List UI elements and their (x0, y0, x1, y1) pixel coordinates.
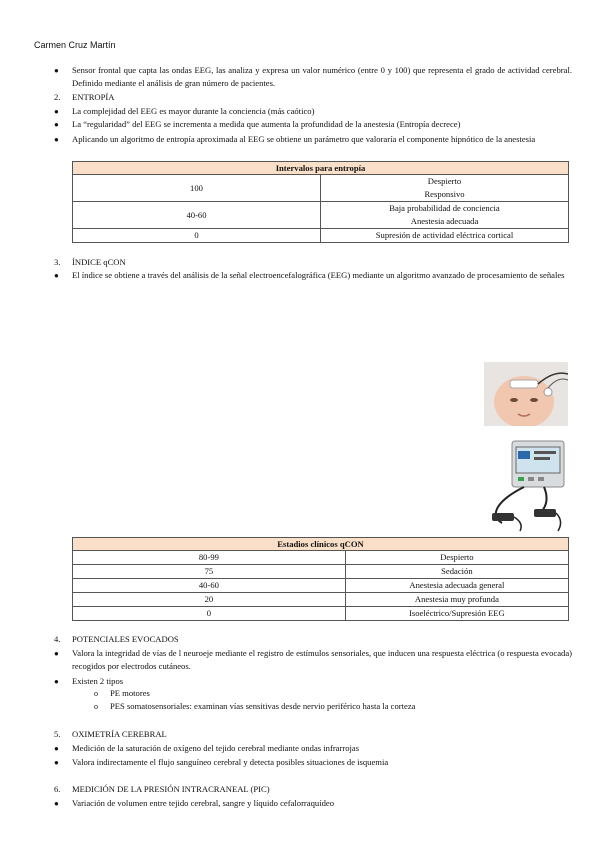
section-title-entropia: ENTROPÍA (72, 92, 115, 102)
section-title-qcon: ÍNDICE qCON (72, 257, 126, 267)
bullet-icon: ● (54, 799, 59, 808)
table-header: Estadios clínicos qCON (73, 538, 569, 551)
potenciales-bullet-1: Valora la integridad de vías de l neuroeje mediante el registro de estímulos sensoriales, que inducen una respuesta eléctrica (o respuesta evocada) recogidos por electrodos cutáneos. (72, 648, 572, 671)
table-cell-value: 75 (73, 565, 346, 579)
table-row (73, 551, 569, 565)
qcon-stages-table (72, 537, 569, 621)
entropia-bullet-3: Aplicando un algoritmo de entropía aproximada al EEG se obtiene un parámetro que valoraría el componente hipnótico de la anestesia (72, 134, 536, 144)
table-row (73, 229, 569, 243)
table-row (73, 565, 569, 579)
table-cell-desc: Supresión de actividad eléctrica cortical (321, 229, 569, 243)
oximetria-bullet-2: Valora indirectamente el flujo sanguíneo cerebral y detecta posibles situaciones de isquemia (72, 757, 389, 767)
table-row (73, 607, 569, 621)
intro-text: Sensor frontal que capta las ondas EEG, las analiza y expresa un valor numérico (entre 0 y 100) que representa el grado de actividad cerebral. Definido mediante el análisis de gran número de pacientes. (72, 65, 572, 88)
qcon-bullet-1: El índice se obtiene a través del análisis de la señal electroencefalográfica (EEG) mediante un algoritmo avanzado de procesamiento de señales (72, 270, 565, 280)
bullet-icon: ● (54, 677, 59, 686)
desc-line: Baja probabilidad de conciencia (389, 203, 500, 213)
bullet-icon: ● (54, 649, 59, 658)
bullet-icon: ● (54, 271, 59, 280)
section-number: 6. (54, 784, 61, 794)
entropia-bullet-2: La “regularidad” del EEG se incrementa a medida que aumenta la profundidad de la anestesia (Entropía decrece) (72, 119, 461, 129)
table-header: Intervalos para entropía (73, 162, 569, 175)
table-cell-desc (321, 175, 569, 202)
bullet-icon: ● (54, 120, 59, 129)
section-number: 3. (54, 257, 61, 267)
author-name: Carmen Cruz Martín (34, 40, 116, 50)
section-title-oximetria: OXIMETRÍA CEREBRAL (72, 729, 167, 739)
table-cell-value: 0 (73, 229, 321, 243)
desc-line: Anestesia adecuada (410, 216, 479, 226)
table-cell-desc: Isoeléctrico/Supresión EEG (345, 607, 568, 621)
desc-line: Responsivo (424, 189, 465, 199)
table-cell-value: 100 (73, 175, 321, 202)
entropia-bullet-1: La complejidad del EEG es mayor durante la conciencia (más caótico) (72, 106, 315, 116)
sub-bullet-icon: o (94, 689, 98, 698)
bullet-icon: ● (54, 107, 59, 116)
baby-sensor-photo (484, 362, 568, 426)
bullet-icon: ● (54, 66, 59, 75)
section-title-pic: MEDICIÓN DE LA PRESIÓN INTRACRANEAL (PIC) (72, 784, 270, 794)
bullet-icon: ● (54, 744, 59, 753)
potenciales-subitem-2: PES somatosensoriales: examinan vías sensitivas desde nervio periférico hasta la corteza (110, 701, 416, 711)
section-number: 5. (54, 729, 61, 739)
table-row (73, 175, 569, 202)
table-cell-desc (321, 202, 569, 229)
table-row (73, 579, 569, 593)
bullet-icon: ● (54, 135, 59, 144)
potenciales-bullet-2: Existen 2 tipos (72, 676, 124, 686)
table-cell-desc: Sedación (345, 565, 568, 579)
table-cell-value: 0 (73, 607, 346, 621)
table-cell-value: 40-60 (73, 579, 346, 593)
table-cell-desc: Anestesia adecuada general (345, 579, 568, 593)
qcon-monitor-photo (484, 437, 570, 533)
table-cell-value: 20 (73, 593, 346, 607)
table-cell-value: 40-60 (73, 202, 321, 229)
oximetria-bullet-1: Medición de la saturación de oxígeno del tejido cerebral mediante ondas infrarrojas (72, 743, 360, 753)
table-cell-desc: Despierto (345, 551, 568, 565)
pic-bullet-1: Variación de volumen entre tejido cerebral, sangre y líquido cefalorraquídeo (72, 798, 334, 808)
section-number: 4. (54, 634, 61, 644)
table-row (73, 593, 569, 607)
table-cell-value: 80-99 (73, 551, 346, 565)
potenciales-subitem-1: PE motores (110, 688, 150, 698)
section-title-potenciales: POTENCIALES EVOCADOS (72, 634, 179, 644)
bullet-icon: ● (54, 758, 59, 767)
sub-bullet-icon: o (94, 702, 98, 711)
section-number: 2. (54, 92, 61, 102)
entropy-intervals-table (72, 161, 569, 243)
table-row (73, 202, 569, 229)
table-cell-desc: Anestesia muy profunda (345, 593, 568, 607)
desc-line: Despierto (427, 176, 462, 186)
